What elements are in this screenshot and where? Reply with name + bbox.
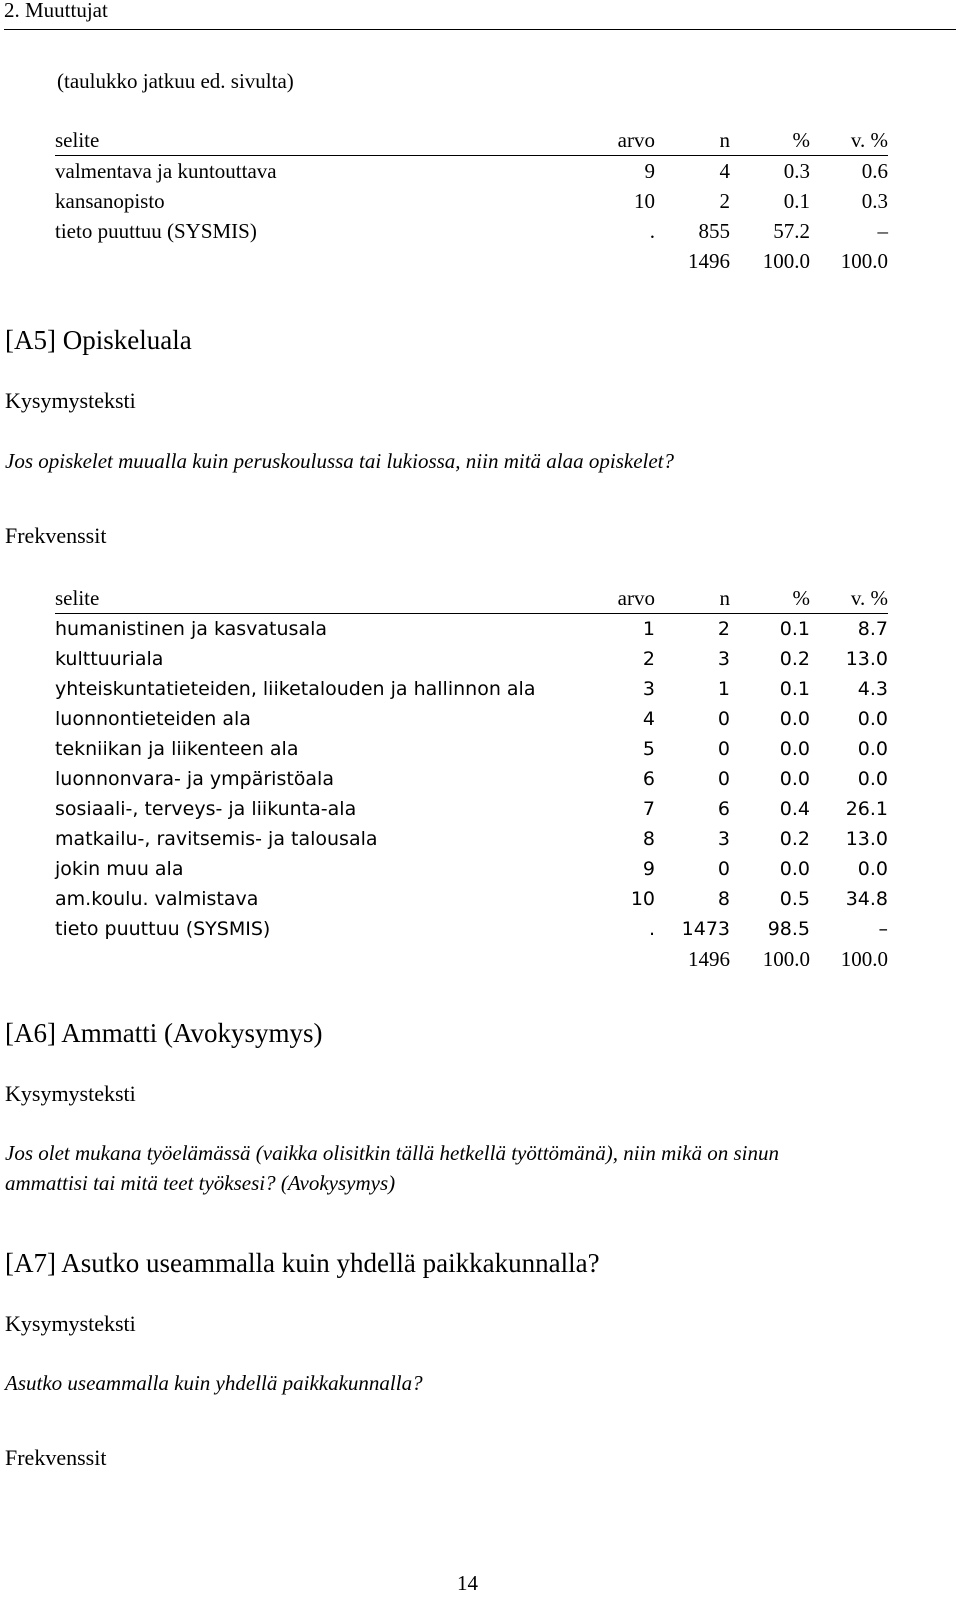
- total-arvo-cell: [565, 246, 655, 276]
- table-row: [55, 764, 888, 794]
- cell-pct: 0.1: [783, 189, 810, 213]
- question-text-a5: Jos opiskelet muualla kuin peruskoulussa tai lukiossa, niin mitä alaa opiskelet?: [5, 449, 675, 473]
- cell-vpct: –: [877, 219, 888, 243]
- cell-n: 2: [719, 189, 730, 213]
- column-header-vpct: v. %: [810, 583, 888, 614]
- cell-selite: tieto puuttuu (SYSMIS): [55, 219, 257, 243]
- cell-vpct: 4.3: [857, 678, 888, 700]
- table-row: [55, 704, 888, 734]
- cell-n: 0: [717, 708, 730, 730]
- cell-selite: humanistinen ja kasvatusala: [55, 618, 328, 640]
- cell-arvo: 3: [642, 678, 655, 700]
- cell-vpct: 34.8: [845, 888, 888, 910]
- continued-note: (taulukko jatkuu ed. sivulta): [57, 69, 294, 93]
- total-label-cell: [55, 246, 565, 276]
- frequency-table-continued: [55, 125, 888, 276]
- section-title-a7: [A7] Asutko useammalla kuin yhdellä paikkakunnalla?: [5, 1248, 600, 1278]
- frequency-heading-a7: Frekvenssit: [5, 1445, 107, 1470]
- table-header-row: [55, 125, 888, 156]
- total-n: 1496: [688, 947, 730, 971]
- cell-n: 0: [717, 738, 730, 760]
- cell-selite: sosiaali-, terveys- ja liikunta-ala: [55, 798, 357, 820]
- cell-n: 1: [717, 678, 730, 700]
- column-header-n: n: [655, 583, 730, 614]
- total-label-cell: [55, 944, 565, 974]
- question-heading-a7: Kysymysteksti: [5, 1311, 136, 1336]
- cell-arvo: .: [649, 219, 655, 243]
- column-header-arvo: arvo: [565, 125, 655, 156]
- cell-vpct: 26.1: [845, 798, 888, 820]
- section-title-a6: [A6] Ammatti (Avokysymys): [5, 1018, 323, 1048]
- cell-vpct: 8.7: [857, 618, 888, 640]
- table-body: [55, 156, 888, 247]
- cell-pct: 0.1: [779, 618, 810, 640]
- table-row: [55, 914, 888, 944]
- total-pct: 100.0: [762, 947, 810, 971]
- cell-selite: yhteiskuntatieteiden, liiketalouden ja hallinnon ala: [55, 678, 536, 700]
- table-row: [55, 156, 888, 187]
- cell-pct: 98.5: [767, 918, 810, 940]
- frequency-heading-a5: Frekvenssit: [5, 523, 107, 548]
- cell-vpct: 0.0: [857, 708, 888, 730]
- question-text-a7: Asutko useammalla kuin yhdellä paikkakunnalla?: [5, 1371, 423, 1395]
- column-header-pct: %: [730, 125, 810, 156]
- cell-pct: 57.2: [773, 219, 810, 243]
- cell-n: 2: [717, 618, 730, 640]
- table-body: [55, 614, 888, 945]
- cell-arvo: 9: [644, 159, 655, 183]
- cell-vpct: 0.0: [857, 768, 888, 790]
- question-heading-a5: Kysymysteksti: [5, 388, 136, 413]
- cell-selite: kansanopisto: [55, 189, 165, 213]
- cell-pct: 0.0: [779, 708, 810, 730]
- cell-n: 8: [717, 888, 730, 910]
- cell-n: 1473: [681, 918, 730, 940]
- cell-n: 0: [717, 858, 730, 880]
- cell-arvo: 2: [642, 648, 655, 670]
- cell-selite: tekniikan ja liikenteen ala: [55, 738, 299, 760]
- total-arvo-cell: [565, 944, 655, 974]
- table-row: [55, 186, 888, 216]
- cell-pct: 0.0: [779, 738, 810, 760]
- cell-selite: valmentava ja kuntouttava: [55, 159, 277, 183]
- cell-n: 0: [717, 768, 730, 790]
- cell-n: 6: [717, 798, 730, 820]
- cell-arvo: 8: [642, 828, 655, 850]
- cell-arvo: 6: [642, 768, 655, 790]
- cell-selite: luonnonvara- ja ympäristöala: [55, 768, 334, 790]
- cell-vpct: 0.0: [857, 738, 888, 760]
- cell-pct: 0.3: [783, 159, 810, 183]
- total-vpct: 100.0: [840, 947, 888, 971]
- total-row: [55, 246, 888, 276]
- cell-selite: matkailu-, ravitsemis- ja talousala: [55, 828, 378, 850]
- total-n: 1496: [688, 249, 730, 273]
- table-header-row: [55, 583, 888, 614]
- cell-n: 3: [717, 828, 730, 850]
- cell-pct: 0.0: [779, 768, 810, 790]
- cell-vpct: 0.6: [861, 159, 888, 183]
- column-header-arvo: arvo: [565, 583, 655, 614]
- table-row: [55, 734, 888, 764]
- column-header-n: n: [655, 125, 730, 156]
- table-row: [55, 884, 888, 914]
- frequency-table-a5: [55, 583, 888, 974]
- page-number: 14: [457, 1571, 478, 1595]
- table-row: [55, 614, 888, 645]
- cell-arvo: 4: [642, 708, 655, 730]
- cell-pct: 0.0: [779, 858, 810, 880]
- cell-selite: luonnontieteiden ala: [55, 708, 251, 730]
- cell-selite: am.koulu. valmistava: [55, 888, 259, 910]
- table-row: [55, 674, 888, 704]
- cell-selite: kulttuuriala: [55, 648, 164, 670]
- cell-pct: 0.5: [779, 888, 810, 910]
- table-row: [55, 644, 888, 674]
- column-header-selite: selite: [55, 583, 565, 614]
- cell-arvo: 1: [642, 618, 655, 640]
- cell-vpct: 0.0: [857, 858, 888, 880]
- cell-pct: 0.4: [779, 798, 810, 820]
- cell-n: 4: [719, 159, 730, 183]
- table-row: [55, 216, 888, 246]
- cell-selite: jokin muu ala: [55, 858, 184, 880]
- question-text-a6-line1: Jos olet mukana työelämässä (vaikka olisitkin tällä hetkellä työttömänä), niin mikä on sinun: [5, 1141, 779, 1165]
- cell-arvo: 9: [642, 858, 655, 880]
- cell-arvo: 10: [630, 888, 655, 910]
- total-pct: 100.0: [762, 249, 810, 273]
- table-row: [55, 854, 888, 884]
- table-row: [55, 794, 888, 824]
- cell-arvo: 7: [642, 798, 655, 820]
- column-header-selite: selite: [55, 125, 565, 156]
- cell-pct: 0.2: [779, 648, 810, 670]
- cell-arvo: 5: [642, 738, 655, 760]
- cell-vpct: 13.0: [845, 648, 888, 670]
- cell-arvo: 10: [634, 189, 655, 213]
- header-rule: [4, 29, 956, 30]
- cell-pct: 0.1: [779, 678, 810, 700]
- cell-vpct: 13.0: [845, 828, 888, 850]
- cell-pct: 0.2: [779, 828, 810, 850]
- question-heading-a6: Kysymysteksti: [5, 1081, 136, 1106]
- total-vpct: 100.0: [840, 249, 888, 273]
- cell-arvo: .: [648, 918, 655, 940]
- question-text-a6-line2: ammattisi tai mitä teet työksesi? (Avokysymys): [5, 1171, 396, 1195]
- running-header: 2. Muuttujat: [4, 0, 108, 22]
- total-row: [55, 944, 888, 974]
- section-title-a5: [A5] Opiskeluala: [5, 325, 192, 355]
- cell-selite: tieto puuttuu (SYSMIS): [55, 918, 271, 940]
- cell-n: 855: [698, 219, 730, 243]
- table-row: [55, 824, 888, 854]
- column-header-pct: %: [730, 583, 810, 614]
- cell-vpct: –: [878, 918, 888, 940]
- column-header-vpct: v. %: [810, 125, 888, 156]
- cell-vpct: 0.3: [861, 189, 888, 213]
- cell-n: 3: [717, 648, 730, 670]
